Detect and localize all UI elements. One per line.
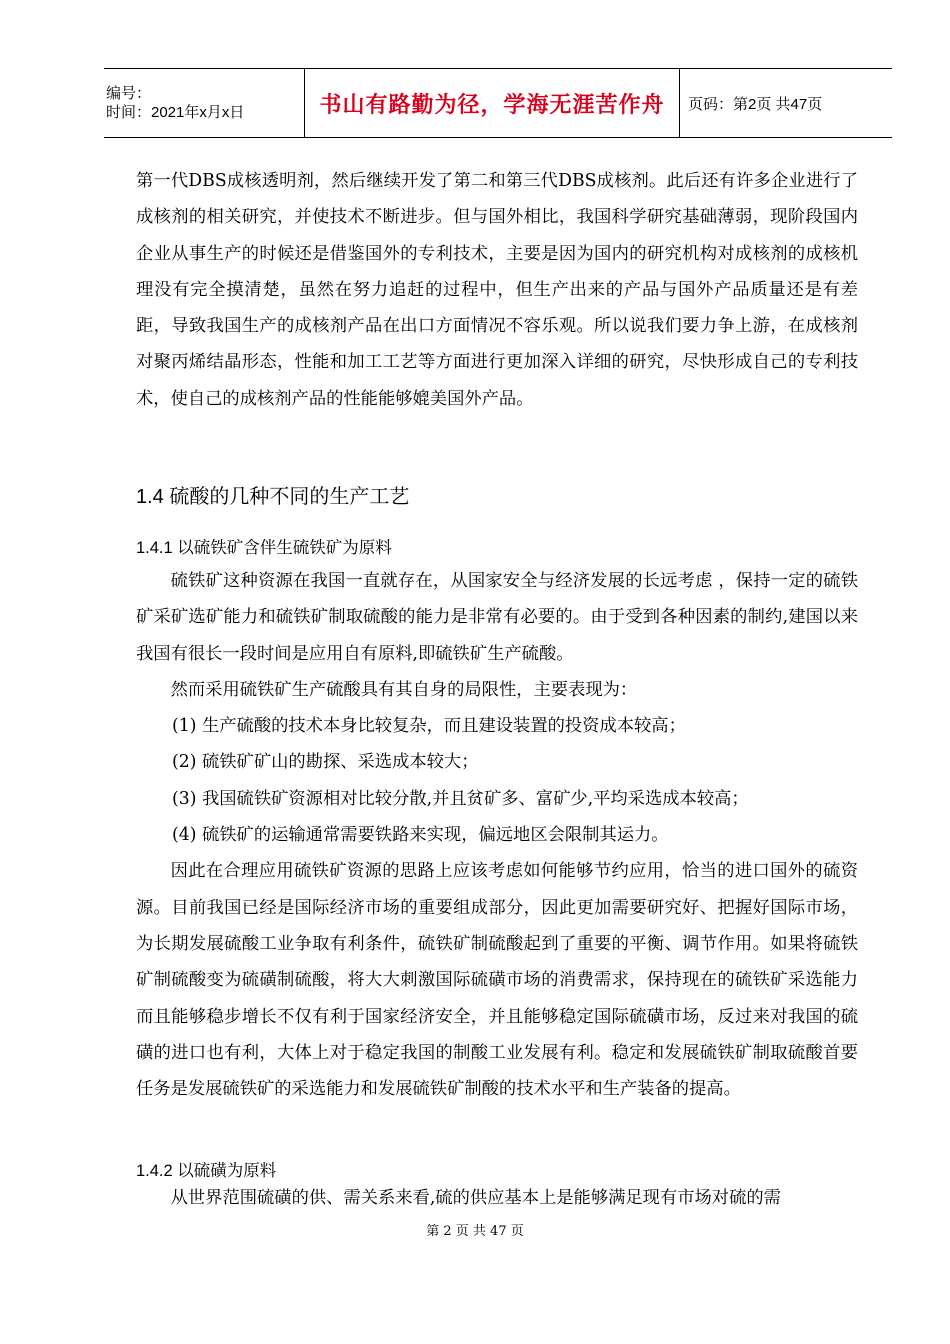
header-motto-cell bbox=[304, 69, 680, 137]
body-paragraph: 然而采用硫铁矿生产硫酸具有其自身的局限性，主要表现为： bbox=[170, 679, 638, 700]
section-heading-1-4: 1.4 硫酸的几种不同的生产工艺 bbox=[136, 486, 410, 508]
page-footer: 第 2 页 共 47 页 bbox=[426, 1224, 524, 1239]
header-page-label: 页码：第2页 共47页 bbox=[688, 95, 823, 113]
header-page-cell bbox=[680, 69, 892, 137]
document-number-label: 编号： bbox=[106, 85, 152, 102]
section-1-4-1-body bbox=[136, 563, 858, 1107]
page-header bbox=[104, 68, 892, 138]
paragraph-nucleating-agent bbox=[136, 163, 858, 417]
header-motto: 书山有路勤为径，学海无涯苦作舟 bbox=[319, 92, 665, 118]
list-item: (1) 生产硫酸的技术本身比较复杂，而且建设装置的投资成本较高； bbox=[172, 716, 686, 737]
header-meta bbox=[104, 69, 304, 137]
list-item: (2) 硫铁矿矿山的勘探、采选成本较大； bbox=[172, 752, 479, 773]
list-item: (4) 硫铁矿的运输通常需要铁路来实现，偏远地区会限制其运力。 bbox=[172, 825, 669, 846]
document-time-label: 时间：2021年x月x日 bbox=[106, 104, 245, 121]
body-paragraph: 从世界范围硫磺的供、需关系来看,硫的供应基本上是能够满足现有市场对硫的需 bbox=[170, 1188, 781, 1208]
body-paragraph: 因此在合理应用硫铁矿资源的思路上应该考虑如何能够节约应用，恰当的进口国外的硫资源。目前我国已经是国际经济市场的重要组成部分，因此更加需要研究好、把握好国际市场，为长期发展硫酸工业争取有利条件，硫铁矿制硫酸起到了重要的平衡、调节作用。如果将硫铁矿制硫酸变为硫磺制硫酸，将大大刺激国际硫磺市场的消费需求，保持现在的硫铁矿采选能力而且能够稳步增长不仅有利于国家经济安全，并且能够稳定国际硫磺市场，反过来对我国的硫磺的进口也有利，大体上对于稳定我国的制酸工业发展有利。稳定和发展硫铁矿制取硫酸首要任务是发展硫铁矿的采选能力和发展硫铁矿制酸的技术水平和生产装备的提高。 bbox=[136, 861, 858, 1100]
section-heading-1-4-2: 1.4.2 以硫磺为原料 bbox=[136, 1162, 277, 1180]
list-item: (3) 我国硫铁矿资源相对比较分散,并且贫矿多、富矿少,平均采选成本较高； bbox=[172, 788, 749, 809]
section-heading-1-4-1: 1.4.1 以硫铁矿含伴生硫铁矿为原料 bbox=[136, 539, 392, 557]
body-paragraph: 第一代DBS成核透明剂，然后继续开发了第二和第三代DBS成核剂。此后还有许多企业进行了成核剂的相关研究，并使技术不断进步。但与国外相比，我国科学研究基础薄弱，现阶段国内企业从事生产的时候还是借鉴国外的专利技术，主要是因为国内的研究机构对成核剂的成核机理没有完全摸清楚，虽然在努力追赶的过程中，但生产出来的产品与国外产品质量还是有差距，导致我国生产的成核剂产品在出口方面情况不容乐观。所以说我们要力争上游，在成核剂对聚丙烯结晶形态，性能和加工工艺等方面进行更加深入详细的研究，尽快形成自己的专利技术，使自己的成核剂产品的性能能够媲美国外产品。 bbox=[136, 171, 858, 409]
section-1-4-2-body bbox=[136, 1180, 858, 1216]
body-paragraph: 硫铁矿这种资源在我国一直就存在，从国家安全与经济发展的长远考虑 ，保持一定的硫铁矿采矿选矿能力和硫铁矿制取硫酸的能力是非常有必要的。由于受到各种因素的制约,建国以来我国有很长一段时间是应用自有原料,即硫铁矿生产硫酸。 bbox=[136, 571, 858, 664]
